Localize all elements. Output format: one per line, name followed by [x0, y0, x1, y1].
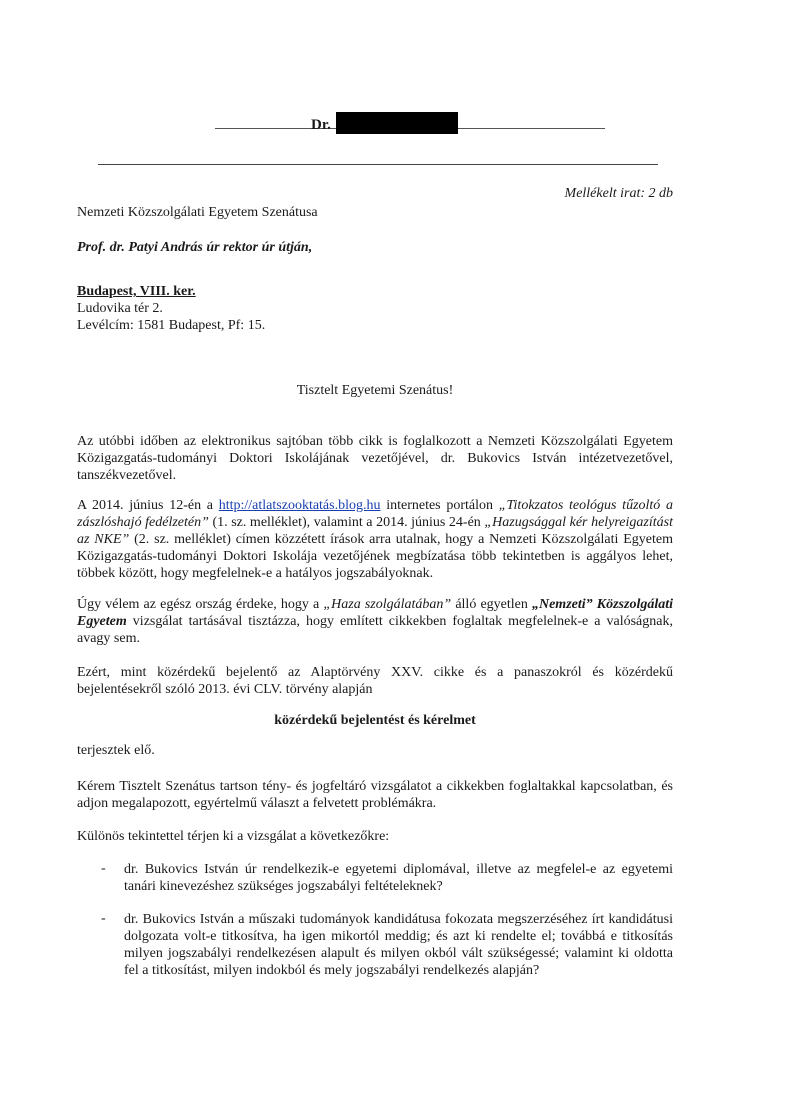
bullet-dash-2: - [101, 911, 106, 926]
recipient-postal: Levélcím: 1581 Budapest, Pf: 15. [77, 318, 266, 333]
article-title-2: „Hazugsággal kér helyreigazítást az NKE” [77, 515, 673, 547]
paragraph-national-interest [77, 596, 673, 647]
p2-text-a: A 2014. június 12-én a [77, 498, 219, 513]
bullet-item-2: dr. Bukovics István a műszaki tudományok kandidátusa fokozata megszerzéséhez írt kandidátusi dolgozata volt-e titkosítva, ha igen mikortól meddig; és azt ki rendelte el; továbbá e titkosítás milyen jogszabályi rendelkezésen alapult és milyen okból vált szükségessé; valamint ki oldotta fel a titkosítást, milyen indokból és mely jogszabályi rendelkezés alapján? [124, 912, 673, 978]
recipient-street: Ludovika tér 2. [77, 301, 163, 316]
attachment-note: Mellékelt irat: 2 db [564, 186, 673, 201]
recipient-via: Prof. dr. Patyi András úr rektor úr útján, [77, 240, 313, 255]
letterhead-divider [98, 164, 658, 165]
article-title-1: „Titokzatos teológus tűzoltó a zászlóshajó fedélzetén” [77, 498, 674, 530]
sender-name-prefix: Dr. [311, 117, 331, 133]
p2-text-c: (1. sz. melléklet), valamint a 2014. június 24-én [208, 515, 485, 530]
paragraph-submit: terjesztek elő. [77, 743, 155, 758]
request-heading: közérdekű bejelentést és kérelmet [274, 713, 476, 728]
recipient-name: Nemzeti Közszolgálati Egyetem Szenátusa [77, 205, 318, 220]
p3-quote: „Haza szolgálatában” [323, 597, 452, 612]
paragraph-request: Kérem Tisztelt Szenátus tartson tény- és jogfeltáró vizsgálatot a cikkekben foglaltakkal kapcsolatban, és adjon megalapozott, egyértelmű választ a felvetett problémákra. [77, 779, 673, 811]
p3-text-a: Úgy vélem az egész ország érdeke, hogy a [77, 597, 324, 612]
paragraph-focus: Különös tekintettel térjen ki a vizsgálat a következőkre: [77, 829, 390, 844]
p3-bold-name: „Nemzeti” Közszolgálati Egyetem [77, 597, 674, 629]
blog-link[interactable]: http://atlatszooktatás.blog.hu [218, 498, 381, 513]
p2-text-b: internetes portálon [380, 498, 499, 513]
p2-text-d: (2. sz. melléklet) címen közzétett írások arra utalnak, hogy a Nemzeti Közszolgálati Egyetem Közigazgatás-tudományi Doktori Iskolája vezetőjének megbízatása több tekintetben is aggályos lehet, többek között, hogy megfelelnek-e a hatályos jogszabályoknak. [77, 532, 673, 581]
salutation: Tisztelt Egyetemi Szenátus! [296, 383, 454, 398]
redaction-block [336, 112, 458, 134]
bullet-item-1: dr. Bukovics István úr rendelkezik-e egyetemi diplomával, illetve az megfelel-e az egyetemi tanári kinevezéshez szükséges jogszabályi feltételeknek? [124, 862, 673, 894]
paragraph-intro: Az utóbbi időben az elektronikus sajtóban több cikk is foglalkozott a Nemzeti Közszolgálati Egyetem Közigazgatás-tudományi Doktori Iskolájának vezetőjével, dr. Bukovics István intézetvezetővel, tanszékvezetővel. [77, 434, 673, 483]
p3-text-b: álló egyetlen [451, 597, 532, 612]
recipient-city: Budapest, VIII. ker. [77, 284, 196, 299]
bullet-dash-1: - [101, 861, 106, 876]
paragraph-articles [77, 497, 673, 582]
p3-text-c: vizsgálat tartásával tisztázza, hogy említett cikkekben foglaltak megfelelnek-e a valóságnak, avagy sem. [77, 614, 673, 646]
paragraph-legal-basis: Ezért, mint közérdekű bejelentő az Alaptörvény XXV. cikke és a panaszokról és közérdekű bejelentésekről szóló 2013. évi CLV. törvény alapján [77, 665, 673, 697]
